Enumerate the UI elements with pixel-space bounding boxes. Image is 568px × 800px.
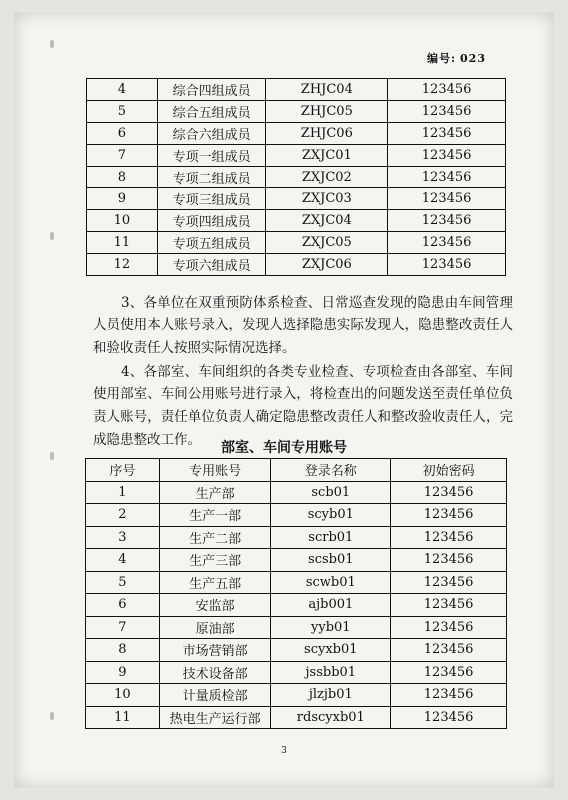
cell-account: 生产部: [159, 481, 271, 504]
table-row: [87, 122, 506, 144]
cell-login-name: rdscyxb01: [271, 706, 391, 729]
department-accounts-table-body: [86, 481, 507, 729]
cell-login-name: scrb01: [271, 526, 391, 549]
paragraph-3-text: 3、各单位在双重预防体系检查、日常巡查发现的隐患由车间管理人员使用本人账号录入，发现人选择隐患实际发现人，隐患整改责任人和验收责任人按照实际情况选择。: [93, 294, 513, 357]
cell-group: 专项三组成员: [157, 188, 266, 210]
table-row: [86, 661, 507, 684]
cell-account: 原油部: [159, 616, 271, 639]
cell-serial: 5: [86, 571, 160, 594]
table-row: [87, 166, 506, 188]
cell-serial: 2: [86, 504, 160, 527]
cell-login-name: yyb01: [271, 616, 391, 639]
cell-password: 123456: [391, 706, 507, 729]
cell-login-name: jssbb01: [271, 661, 391, 684]
cell-group: 专项四组成员: [157, 210, 266, 232]
cell-password: 123456: [391, 639, 507, 662]
cell-login-name: jlzjb01: [271, 684, 391, 707]
table-row: [86, 571, 507, 594]
cell-login-name: scb01: [271, 481, 391, 504]
cell-serial: 5: [87, 100, 158, 122]
table-row: [86, 639, 507, 662]
cell-password: 123456: [388, 122, 506, 144]
cell-account: 生产三部: [159, 549, 271, 572]
cell-serial: 9: [86, 661, 160, 684]
cell-password: 123456: [391, 504, 507, 527]
document-number-label: 编号:: [426, 52, 457, 65]
cell-serial: 8: [86, 639, 160, 662]
cell-login-name: scwb01: [271, 571, 391, 594]
department-accounts-table: [85, 458, 507, 729]
group-accounts-table-body: [87, 79, 506, 276]
document-page: [14, 12, 554, 788]
cell-group: 专项二组成员: [157, 166, 266, 188]
cell-serial: 8: [87, 166, 158, 188]
table-row: [87, 100, 506, 122]
paragraph-3: [93, 292, 513, 360]
table-row: [87, 232, 506, 254]
table-row: [87, 79, 506, 101]
cell-account: 生产二部: [159, 526, 271, 549]
cell-login-name: ajb001: [271, 594, 391, 617]
table-row: [87, 254, 506, 276]
cell-password: 123456: [388, 79, 506, 101]
table-row: [86, 481, 507, 504]
table-row: [86, 526, 507, 549]
cell-group: 专项五组成员: [157, 232, 266, 254]
page-number: 3: [281, 746, 287, 756]
cell-account: 热电生产运行部: [159, 706, 271, 729]
cell-group: 专项六组成员: [157, 254, 266, 276]
department-accounts-title: 部室、车间专用账号: [221, 440, 347, 456]
table-header-row: [86, 459, 507, 482]
cell-account: 技术设备部: [159, 661, 271, 684]
table-row: [86, 684, 507, 707]
cell-account: 生产五部: [159, 571, 271, 594]
cell-serial: 4: [87, 79, 158, 101]
cell-group: 综合五组成员: [157, 100, 266, 122]
cell-account: 计量质检部: [159, 684, 271, 707]
cell-group: 综合六组成员: [157, 122, 266, 144]
cell-password: 123456: [391, 481, 507, 504]
cell-password: 123456: [388, 210, 506, 232]
cell-password: 123456: [388, 100, 506, 122]
cell-serial: 11: [87, 232, 158, 254]
cell-login-name: scsb01: [271, 549, 391, 572]
table-row: [86, 549, 507, 572]
table-row: [86, 504, 507, 527]
document-number: [427, 50, 486, 66]
cell-password: 123456: [388, 166, 506, 188]
cell-login-name: scyb01: [271, 504, 391, 527]
cell-password: 123456: [388, 144, 506, 166]
cell-serial: 11: [86, 706, 160, 729]
cell-account: 安监部: [159, 594, 271, 617]
cell-serial: 10: [87, 210, 158, 232]
binding-hole: [50, 232, 54, 240]
cell-password: 123456: [391, 661, 507, 684]
cell-account: ZXJC03: [266, 188, 388, 210]
cell-account: ZHJC04: [266, 79, 388, 101]
cell-serial: 9: [87, 188, 158, 210]
cell-group: 专项一组成员: [157, 144, 266, 166]
table-row: [87, 210, 506, 232]
binding-hole: [50, 40, 54, 48]
cell-password: 123456: [391, 616, 507, 639]
cell-serial: 7: [87, 144, 158, 166]
cell-account: ZXJC05: [266, 232, 388, 254]
cell-serial: 4: [86, 549, 160, 572]
header-login-name: 登录名称: [271, 459, 391, 482]
cell-account: ZXJC01: [266, 144, 388, 166]
cell-account: ZHJC05: [266, 100, 388, 122]
cell-account: 生产一部: [159, 504, 271, 527]
cell-serial: 3: [86, 526, 160, 549]
cell-password: 123456: [391, 571, 507, 594]
cell-account: ZHJC06: [266, 122, 388, 144]
header-initial-password: 初始密码: [391, 459, 507, 482]
header-serial: 序号: [86, 459, 160, 482]
cell-account: ZXJC04: [266, 210, 388, 232]
cell-group: 综合四组成员: [157, 79, 266, 101]
table-row: [87, 188, 506, 210]
cell-account: ZXJC02: [266, 166, 388, 188]
cell-password: 123456: [391, 684, 507, 707]
cell-password: 123456: [388, 232, 506, 254]
group-accounts-table: [86, 78, 506, 276]
cell-password: 123456: [391, 526, 507, 549]
cell-serial: 10: [86, 684, 160, 707]
cell-account: ZXJC06: [266, 254, 388, 276]
cell-serial: 12: [87, 254, 158, 276]
cell-password: 123456: [388, 188, 506, 210]
table-row: [86, 706, 507, 729]
document-number-value: 023: [460, 52, 486, 65]
header-account: 专用账号: [159, 459, 271, 482]
table-row: [87, 144, 506, 166]
binding-hole: [50, 712, 54, 720]
cell-login-name: scyxb01: [271, 639, 391, 662]
cell-serial: 6: [87, 122, 158, 144]
cell-account: 市场营销部: [159, 639, 271, 662]
cell-serial: 6: [86, 594, 160, 617]
cell-serial: 1: [86, 481, 160, 504]
cell-password: 123456: [391, 549, 507, 572]
table-row: [86, 616, 507, 639]
cell-password: 123456: [388, 254, 506, 276]
table-row: [86, 594, 507, 617]
cell-password: 123456: [391, 594, 507, 617]
cell-serial: 7: [86, 616, 160, 639]
paragraph-4-text: 4、各部室、车间组织的各类专业检查、专项检查由各部室、车间使用部室、车间公用账号进行录入，将检查出的问题发送至责任单位负责人账号，责任单位负责人确定隐患整改责任人和整改验收责任人，完成隐患整改工作。: [93, 363, 513, 448]
